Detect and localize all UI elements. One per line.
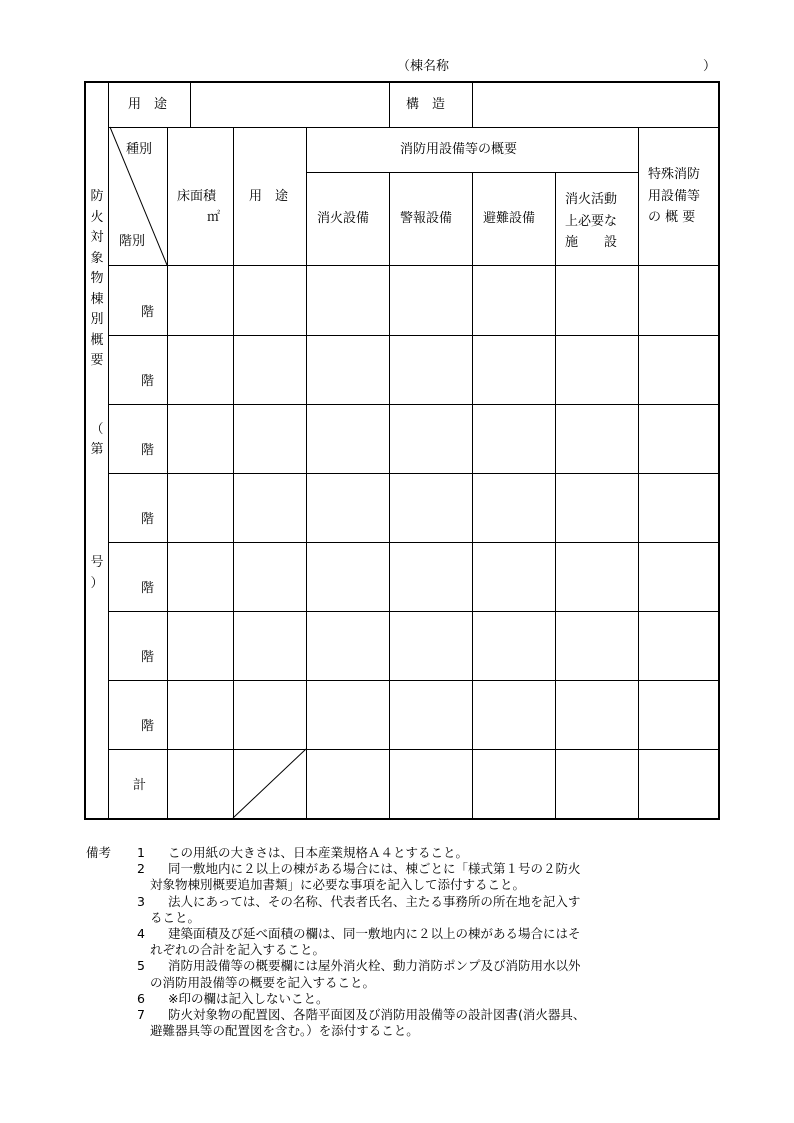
note-item: 備考 1 この用紙の大きさは、日本産業規格Ａ４とすること。 xyxy=(86,845,469,860)
fire-equipment-group-label: 消防用設備等の概要 xyxy=(400,142,518,157)
building-name-header xyxy=(0,55,794,73)
building-overview-form xyxy=(84,81,720,820)
structure-label: 構 造 xyxy=(406,97,446,112)
alarm-label: 警報設備 xyxy=(400,211,453,226)
floor-row-label: 階 xyxy=(141,305,155,320)
floor-row-label: 階 xyxy=(141,650,155,665)
note-item: 5 消防用設備等の概要欄には屋外消火栓、動力消防ポンプ及び消防用水以外 の消防用設備等の概要を記入すること。 xyxy=(137,958,581,990)
floor-row-label: 階 xyxy=(141,443,155,458)
firefighting-facilities-label: 消火活動 上必要な 施 設 xyxy=(565,192,618,250)
kind-label: 種別 xyxy=(126,142,153,157)
total-label: 計 xyxy=(133,778,147,793)
side-title-top: 防 火 対 象 物 棟 別 概 要 （ 第 xyxy=(90,189,104,457)
floor-area-unit: ㎡ xyxy=(207,210,221,225)
note-item: 6 ※印の欄は記入しないこと。 xyxy=(137,990,329,1006)
note-item: 7 防火対象物の配置図、各階平面図及び消防用設備等の設計図書(消火器具、 避難器具等の配置図を含む。）を添付すること。 xyxy=(137,1007,586,1039)
floor-row-label: 階 xyxy=(141,581,155,596)
note-item: 2 同一敷地内に２以上の棟がある場合には、棟ごとに「様式第１号の２防火 対象物棟別概要追加書類」に必要な事項を記入して添付すること。 xyxy=(137,861,581,893)
notes-label: 備考 xyxy=(86,845,112,860)
floor-class-label: 階別 xyxy=(119,234,146,249)
use-label: 用 途 xyxy=(128,97,168,112)
floor-area-label: 床面積 xyxy=(177,189,217,204)
notes-section xyxy=(86,845,726,1039)
special-equipment-label: 特殊消防 用設備等 の 概 要 xyxy=(648,167,701,225)
building-name-close-paren: ） xyxy=(703,59,717,74)
extinguishing-label: 消火設備 xyxy=(317,211,370,226)
note-item: 4 建築面積及び延べ面積の欄は、同一敷地内に２以上の棟がある場合にはそ れぞれの合計を記入すること。 xyxy=(137,926,581,958)
floor-row-label: 階 xyxy=(141,374,155,389)
side-title-bottom: 号 ） xyxy=(90,555,104,591)
floor-row-label: 階 xyxy=(141,719,155,734)
note-item: 3 法人にあっては、その名称、代表者氏名、主たる事務所の所在地を記入す ること。 xyxy=(137,893,581,925)
floor-row-label: 階 xyxy=(141,512,155,527)
evacuation-label: 避難設備 xyxy=(483,211,536,226)
use-column-label: 用 途 xyxy=(249,189,289,204)
building-name-label: （棟名称 xyxy=(397,59,450,74)
